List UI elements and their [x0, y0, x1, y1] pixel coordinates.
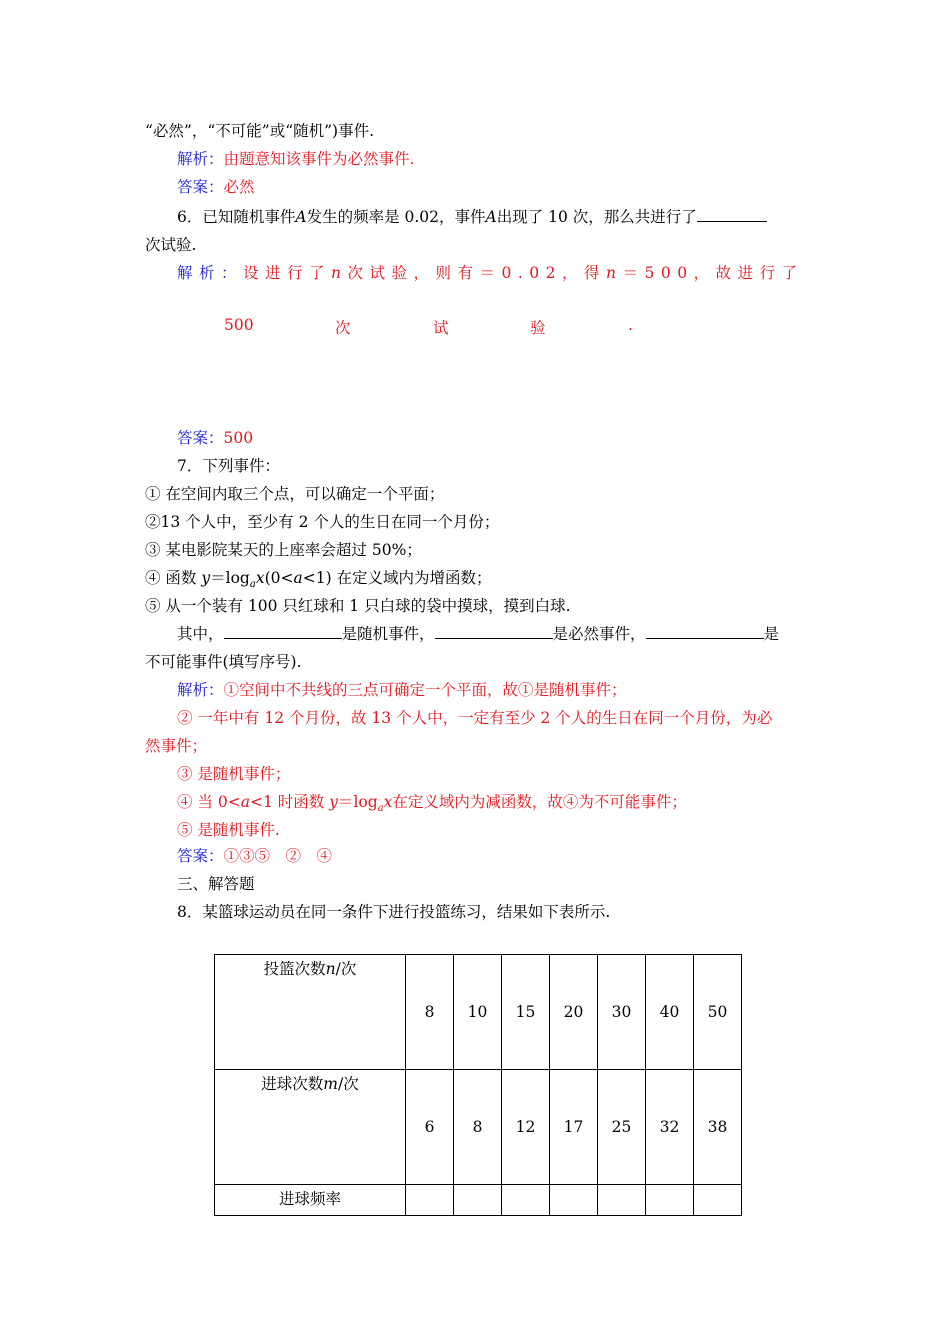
table-cell: 30	[598, 955, 646, 1070]
answer-label: 答案：	[177, 847, 224, 865]
table-cell: 15	[502, 955, 550, 1070]
table-cell: 10	[454, 955, 502, 1070]
data-table	[214, 954, 742, 1216]
q7-stem: 7．下列事件：	[177, 457, 280, 475]
table-cell-empty[interactable]	[550, 1185, 598, 1216]
q7-blank-3	[646, 623, 764, 639]
table-cell: 38	[694, 1070, 742, 1185]
q7-fill-cont: 不可能事件(填写序号).	[145, 653, 302, 671]
table-cell-empty[interactable]	[694, 1185, 742, 1216]
answer-label: 答案：	[177, 429, 224, 447]
q7-item-1: ① 在空间内取三个点，可以确定一个平面；	[145, 485, 445, 503]
analysis-label: 解析：	[177, 150, 224, 168]
q7-answer: 答案：①③⑤ ② ④	[177, 847, 333, 865]
q7-analysis-5: ⑤ 是随机事件.	[177, 821, 280, 839]
q7-blank-2	[435, 623, 553, 639]
q8-stem: 8．某篮球运动员在同一条件下进行投篮练习，结果如下表所示.	[177, 903, 611, 921]
row-header: 进球次数m/次	[215, 1070, 406, 1185]
q6-analysis-tail: 500 次 试 验 .	[224, 316, 633, 337]
table-cell-empty[interactable]	[598, 1185, 646, 1216]
table-cell-empty[interactable]	[406, 1185, 454, 1216]
q6-answer: 答案：500	[177, 429, 254, 447]
table-cell: 20	[550, 955, 598, 1070]
q7-item-3: ③ 某电影院某天的上座率会超过 50%；	[145, 541, 422, 559]
q7-analysis-3: ③ 是随机事件；	[177, 765, 291, 783]
row-header: 投篮次数n/次	[215, 955, 406, 1070]
q6-analysis: 解析：设进行了n次试验，则有＝0.02，得n＝500，故进行了	[177, 264, 804, 282]
q7-analysis-2-cont: 然事件；	[145, 737, 208, 755]
table-cell: 8	[406, 955, 454, 1070]
table-cell-empty[interactable]	[646, 1185, 694, 1216]
q7-fill: 其中， 是随机事件， 是必然事件， 是	[177, 625, 780, 643]
q7-item-5: ⑤ 从一个装有 100 只红球和 1 只白球的袋中摸球，摸到白球.	[145, 597, 571, 615]
q7-blank-1	[224, 623, 342, 639]
table-cell: 32	[646, 1070, 694, 1185]
table-row	[215, 1185, 742, 1216]
q6-stem-cont: 次试验.	[145, 236, 197, 254]
table-cell: 12	[502, 1070, 550, 1185]
table-cell: 25	[598, 1070, 646, 1185]
analysis-label: 解析：	[177, 681, 224, 699]
row-header: 进球频率	[215, 1185, 406, 1216]
q5-stem-tail: “必然”，“不可能”或“随机”)事件.	[145, 122, 375, 140]
q6-stem: 6．已知随机事件A发生的频率是 0.02，事件A出现了 10 次，那么共进行了	[177, 206, 767, 228]
q7-analysis-1: 解析：①空间中不共线的三点可确定一个平面，故①是随机事件；	[177, 681, 627, 699]
table-cell: 8	[454, 1070, 502, 1185]
answer-label: 答案：	[177, 178, 224, 196]
table-cell: 17	[550, 1070, 598, 1185]
section-title: 三、解答题	[177, 875, 255, 893]
q5-analysis: 解析：由题意知该事件为必然事件.	[177, 150, 415, 168]
table-cell-empty[interactable]	[454, 1185, 502, 1216]
table-row	[215, 955, 742, 1070]
q7-item-4: ④ 函数 $y=\log_ax(0<a<1)$ 在定义域内为增函数；	[145, 569, 492, 591]
table-cell-empty[interactable]	[502, 1185, 550, 1216]
q7-item-2: ②13 个人中，至少有 2 个人的生日在同一个月份；	[145, 513, 500, 531]
q7-analysis-4: ④ 当 0<a<1 时函数 $y=\log_ax$在定义域内为减函数，故④为不可能事件；	[177, 793, 687, 815]
table-cell: 6	[406, 1070, 454, 1185]
table-cell: 40	[646, 955, 694, 1070]
table-row	[215, 1070, 742, 1185]
q5-answer: 答案：必然	[177, 178, 255, 196]
q6-blank	[697, 206, 767, 222]
analysis-label: 解析：	[177, 264, 244, 282]
table-cell: 50	[694, 955, 742, 1070]
q7-analysis-2: ② 一年中有 12 个月份，故 13 个人中，一定有至少 2 个人的生日在同一个月份，为必	[177, 709, 773, 727]
